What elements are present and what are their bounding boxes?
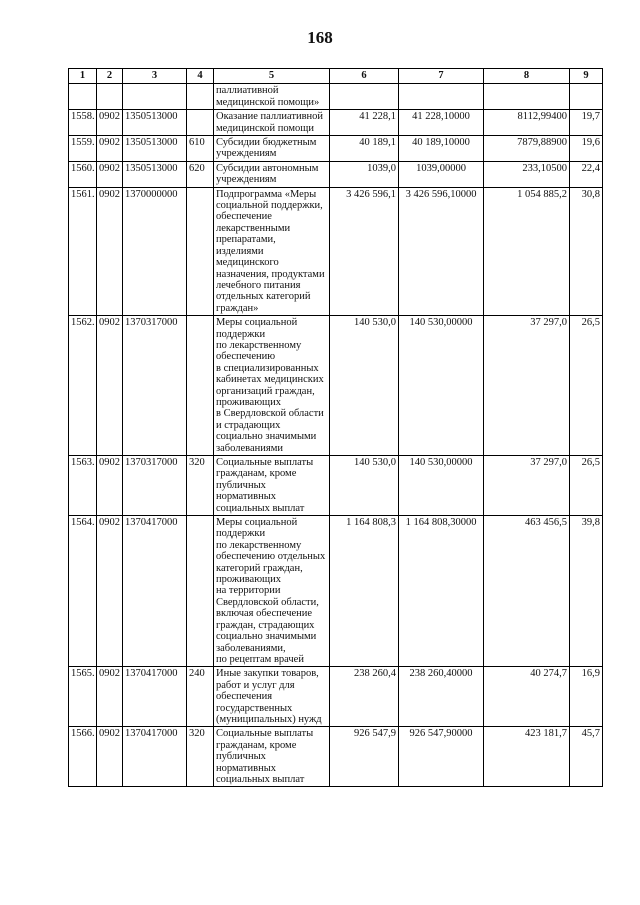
item-name-line: Субсидии бюджетным (216, 137, 317, 149)
item-name-cell (214, 516, 330, 667)
table-row (69, 84, 603, 110)
planned-amount-cell (399, 84, 484, 110)
item-name-line: гражданам, кроме (216, 468, 297, 480)
item-name-line: граждан, страдающих (216, 619, 315, 631)
item-name-line: и страдающих (216, 419, 281, 431)
section-code-cell: 0902 (97, 161, 123, 187)
item-name-line: включая обеспечение (216, 608, 313, 620)
item-name-line: на территории (216, 585, 281, 597)
expense-type-cell: 240 (187, 667, 214, 727)
item-name-line: в Свердловской области (216, 408, 324, 420)
approved-amount-cell: 1039,0 (330, 161, 399, 187)
item-name-line: нормативных (216, 491, 277, 503)
target-code-cell: 1370317000 (123, 456, 187, 516)
item-name-line: медицинской помощи» (216, 96, 320, 108)
header-cell: 1 (69, 69, 97, 84)
item-name-cell (214, 84, 330, 110)
row-number-cell: 1565. (69, 667, 97, 727)
table-row (69, 727, 603, 787)
table-row (69, 161, 603, 187)
expense-type-cell: 610 (187, 136, 214, 162)
target-code-cell: 1350513000 (123, 136, 187, 162)
expense-type-cell (187, 187, 214, 315)
header-cell: 5 (214, 69, 330, 84)
item-name-cell (214, 110, 330, 136)
item-name-line: проживающих (216, 574, 282, 586)
executed-amount-cell: 37 297,0 (484, 316, 570, 456)
item-name-line: поддержки (216, 528, 266, 540)
execution-percent-cell: 45,7 (570, 727, 603, 787)
header-cell: 2 (97, 69, 123, 84)
item-name-line: поддержки (216, 328, 266, 340)
target-code-cell: 1370000000 (123, 187, 187, 315)
executed-amount-cell: 423 181,7 (484, 727, 570, 787)
execution-percent-cell (570, 84, 603, 110)
item-name-line: лекарственными (216, 222, 291, 234)
item-name-line: организаций граждан, (216, 385, 315, 397)
item-name-line: изделиями (216, 245, 264, 257)
item-name-line: публичных (216, 751, 266, 763)
item-name-line: обеспечению отдельных (216, 551, 326, 563)
item-name-line: по рецептам врачей (216, 653, 304, 665)
expense-type-cell (187, 516, 214, 667)
section-code-cell: 0902 (97, 187, 123, 315)
expense-type-cell (187, 316, 214, 456)
page-number: 168 (307, 28, 333, 47)
approved-amount-cell: 41 228,1 (330, 110, 399, 136)
section-code-cell: 0902 (97, 516, 123, 667)
item-name-line: по лекарственному (216, 539, 302, 551)
item-name-line: учреждениям (216, 148, 277, 160)
approved-amount-cell: 40 189,1 (330, 136, 399, 162)
planned-amount-cell: 3 426 596,10000 (399, 187, 484, 315)
item-name-line: отдельных категорий (216, 291, 311, 303)
target-code-cell: 1350513000 (123, 110, 187, 136)
item-name-cell (214, 667, 330, 727)
item-name-line: обеспечения (216, 691, 273, 703)
table-row (69, 136, 603, 162)
item-name-line: медицинского (216, 257, 279, 269)
item-name-line: социальной поддержки, (216, 200, 323, 212)
target-code-cell: 1370417000 (123, 516, 187, 667)
execution-percent-cell: 39,8 (570, 516, 603, 667)
table-row (69, 187, 603, 315)
execution-percent-cell: 30,8 (570, 187, 603, 315)
item-name-line: социально значимыми (216, 631, 317, 643)
executed-amount-cell: 40 274,7 (484, 667, 570, 727)
item-name-line: Социальные выплаты (216, 457, 314, 468)
header-cell: 3 (123, 69, 187, 84)
table-row (69, 667, 603, 727)
expense-type-cell (187, 110, 214, 136)
row-number-cell: 1562. (69, 316, 97, 456)
row-number-cell: 1566. (69, 727, 97, 787)
row-number-cell: 1561. (69, 187, 97, 315)
planned-amount-cell: 1 164 808,30000 (399, 516, 484, 667)
item-name-line: по лекарственному (216, 339, 302, 351)
planned-amount-cell: 926 547,90000 (399, 727, 484, 787)
planned-amount-cell: 140 530,00000 (399, 456, 484, 516)
planned-amount-cell: 41 228,10000 (399, 110, 484, 136)
item-name-cell (214, 161, 330, 187)
approved-amount-cell: 3 426 596,1 (330, 187, 399, 315)
item-name-line: Иные закупки товаров, (216, 668, 319, 680)
item-name-line: социально значимыми (216, 431, 317, 443)
approved-amount-cell: 140 530,0 (330, 316, 399, 456)
row-number-cell (69, 84, 97, 110)
item-name-line: Свердловской области, (216, 596, 319, 608)
item-name-line: учреждениям (216, 174, 277, 186)
item-name-line: Социальные выплаты (216, 728, 314, 740)
item-name-line: заболеваниями, (216, 642, 286, 654)
item-name-line: лечебного питания (216, 279, 301, 291)
table-row (69, 456, 603, 516)
item-name-line: обеспечение (216, 211, 272, 223)
item-name-line: Меры социальной (216, 317, 298, 329)
item-name-line: в специализированных (216, 362, 319, 374)
item-name-line: (муниципальных) нужд (216, 713, 322, 725)
approved-amount-cell: 1 164 808,3 (330, 516, 399, 667)
section-code-cell (97, 84, 123, 110)
item-name-line: Подпрограмма «Меры (216, 188, 317, 200)
target-code-cell: 1370417000 (123, 667, 187, 727)
expense-type-cell: 320 (187, 456, 214, 516)
planned-amount-cell: 140 530,00000 (399, 316, 484, 456)
item-name-line: проживающих (216, 396, 282, 408)
section-code-cell: 0902 (97, 136, 123, 162)
header-cell: 8 (484, 69, 570, 84)
expense-type-cell: 320 (187, 727, 214, 787)
executed-amount-cell: 37 297,0 (484, 456, 570, 516)
row-number-cell: 1560. (69, 161, 97, 187)
executed-amount-cell: 8112,99400 (484, 110, 570, 136)
execution-percent-cell: 22,4 (570, 161, 603, 187)
item-name-line: кабинетах медицинских (216, 374, 324, 386)
approved-amount-cell: 238 260,4 (330, 667, 399, 727)
approved-amount-cell (330, 84, 399, 110)
item-name-cell (214, 187, 330, 315)
execution-percent-cell: 26,5 (570, 316, 603, 456)
item-name-line: работ и услуг для (216, 679, 295, 691)
item-name-line: паллиативной (216, 85, 279, 97)
item-name-line: Субсидии автономным (216, 162, 319, 174)
table-row (69, 110, 603, 136)
executed-amount-cell (484, 84, 570, 110)
header-row (69, 69, 603, 84)
item-name-line: заболеваниями (216, 442, 283, 454)
row-number-cell: 1558. (69, 110, 97, 136)
execution-percent-cell: 16,9 (570, 667, 603, 727)
executed-amount-cell: 7879,88900 (484, 136, 570, 162)
executed-amount-cell: 463 456,5 (484, 516, 570, 667)
target-code-cell: 1370317000 (123, 316, 187, 456)
item-name-line: публичных (216, 479, 266, 491)
header-cell: 6 (330, 69, 399, 84)
item-name-line: препаратами, (216, 234, 276, 246)
item-name-line: назначения, продуктами (216, 268, 325, 280)
item-name-line: гражданам, кроме (216, 739, 297, 751)
item-name-cell (214, 136, 330, 162)
approved-amount-cell: 926 547,9 (330, 727, 399, 787)
item-name-line: социальных выплат (216, 502, 305, 514)
item-name-line: обеспечению (216, 351, 276, 363)
table-row (69, 316, 603, 456)
row-number-cell: 1564. (69, 516, 97, 667)
header-cell: 9 (570, 69, 603, 84)
row-number-cell: 1563. (69, 456, 97, 516)
budget-table (68, 68, 603, 787)
section-code-cell: 0902 (97, 727, 123, 787)
planned-amount-cell: 238 260,40000 (399, 667, 484, 727)
item-name-line: Меры социальной (216, 517, 298, 529)
section-code-cell: 0902 (97, 456, 123, 516)
item-name-cell (214, 316, 330, 456)
executed-amount-cell: 1 054 885,2 (484, 187, 570, 315)
expense-type-cell (187, 84, 214, 110)
item-name-line: граждан» (216, 302, 259, 314)
planned-amount-cell: 40 189,10000 (399, 136, 484, 162)
item-name-line: государственных (216, 702, 293, 714)
approved-amount-cell: 140 530,0 (330, 456, 399, 516)
item-name-cell (214, 456, 330, 516)
item-name-cell (214, 727, 330, 787)
item-name-line: категорий граждан, (216, 562, 303, 574)
execution-percent-cell: 19,6 (570, 136, 603, 162)
row-number-cell: 1559. (69, 136, 97, 162)
expense-type-cell: 620 (187, 161, 214, 187)
section-code-cell: 0902 (97, 667, 123, 727)
planned-amount-cell: 1039,00000 (399, 161, 484, 187)
target-code-cell: 1370417000 (123, 727, 187, 787)
section-code-cell: 0902 (97, 316, 123, 456)
execution-percent-cell: 19,7 (570, 110, 603, 136)
header-cell: 4 (187, 69, 214, 84)
target-code-cell: 1350513000 (123, 161, 187, 187)
item-name-line: медицинской помощи (216, 122, 314, 134)
header-cell: 7 (399, 69, 484, 84)
target-code-cell (123, 84, 187, 110)
section-code-cell: 0902 (97, 110, 123, 136)
item-name-line: Оказание паллиативной (216, 111, 324, 123)
item-name-line: нормативных (216, 762, 277, 774)
execution-percent-cell: 26,5 (570, 456, 603, 516)
executed-amount-cell: 233,10500 (484, 161, 570, 187)
item-name-line: социальных выплат (216, 773, 305, 785)
table-row (69, 516, 603, 667)
